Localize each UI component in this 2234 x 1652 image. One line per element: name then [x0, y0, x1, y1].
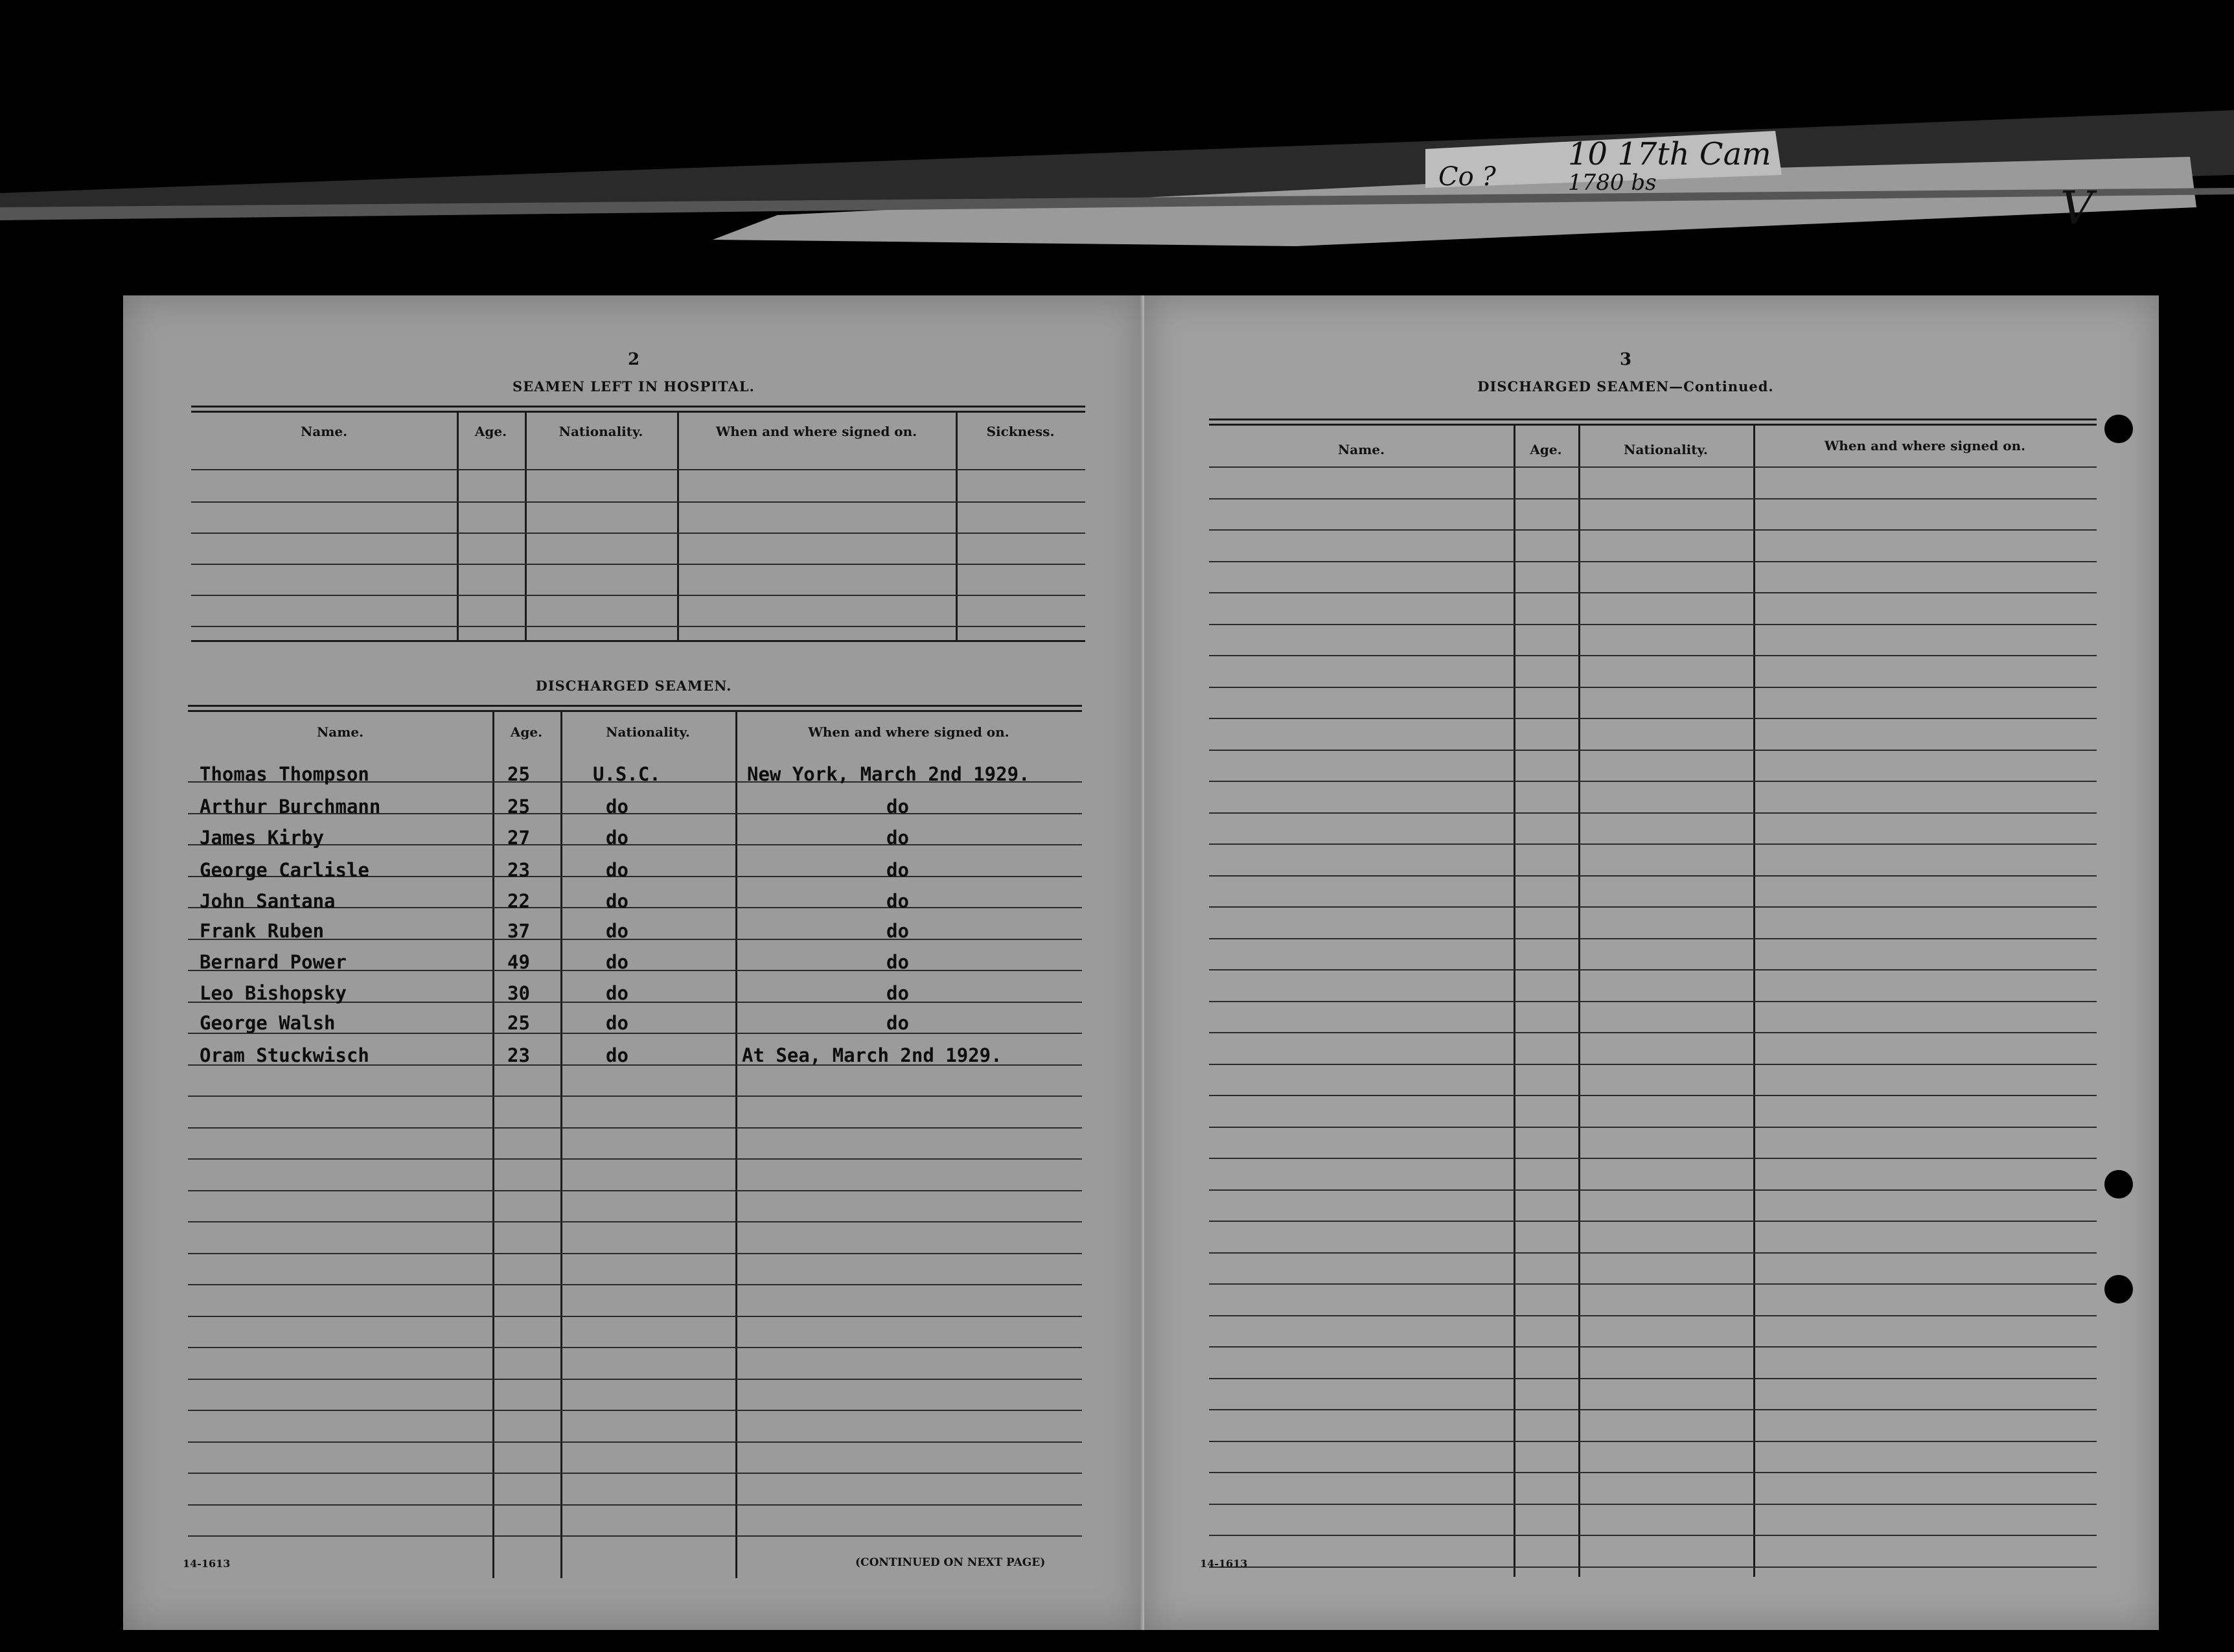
- hospital-header-name: Name.: [300, 424, 348, 439]
- seaman-age: 22: [507, 890, 530, 912]
- seaman-nationality: do: [606, 951, 628, 973]
- continued-header-age: Age.: [1530, 442, 1562, 457]
- ruled-line: [188, 1535, 1082, 1537]
- seaman-signed-on: do: [886, 951, 909, 973]
- ruled-line: [1209, 655, 2097, 656]
- hospital-table: [191, 406, 1085, 642]
- seaman-age: 27: [507, 827, 530, 849]
- ruled-line: [188, 1096, 1082, 1097]
- seaman-name: Thomas Thompson: [200, 763, 369, 785]
- discharged-header-nationality: Nationality.: [606, 724, 690, 740]
- left-page: [123, 295, 1144, 1630]
- seaman-name: James Kirby: [200, 827, 325, 849]
- ruled-line: [1209, 1566, 2097, 1568]
- seaman-age: 37: [507, 920, 530, 942]
- form-number-left: 14-1613: [183, 1557, 231, 1570]
- ruled-line: [1209, 1001, 2097, 1002]
- ruled-line: [1209, 498, 2097, 499]
- hospital-header-nationality: Nationality.: [558, 424, 643, 439]
- continued-header-name: Name.: [1337, 442, 1385, 457]
- rolled-paper-strip: [0, 97, 2234, 292]
- handwritten-check-mark: V: [2060, 181, 2093, 235]
- seaman-nationality: do: [606, 859, 628, 881]
- discharged-header-name: Name.: [316, 724, 364, 740]
- hospital-header-age: Age.: [474, 424, 507, 439]
- right-page: [1144, 295, 2159, 1630]
- ruled-line: [1209, 781, 2097, 782]
- seaman-signed-on: do: [886, 982, 909, 1004]
- seaman-name: Arthur Burchmann: [200, 796, 381, 818]
- ruled-line: [1209, 1221, 2097, 1222]
- ruled-line: [1209, 1252, 2097, 1254]
- seaman-age: 25: [507, 763, 530, 785]
- discharged-continued-title: DISCHARGED SEAMEN—Continued.: [1477, 378, 1774, 395]
- ruled-line: [188, 1253, 1082, 1254]
- ruled-line: [1209, 1315, 2097, 1316]
- ruled-line: [1209, 687, 2097, 688]
- binder-hole-bottom: [2104, 1275, 2133, 1303]
- seaman-nationality: U.S.C.: [593, 763, 661, 785]
- ruled-line: [1209, 561, 2097, 562]
- ruled-line: [1209, 1283, 2097, 1285]
- discharged-header-age: Age.: [510, 724, 543, 740]
- seaman-nationality: do: [606, 796, 628, 818]
- ruled-line: [188, 1410, 1082, 1411]
- ruled-line: [1209, 1346, 2097, 1348]
- handwritten-note-co: Co ?: [1438, 162, 1496, 192]
- ruled-line: [1209, 1441, 2097, 1442]
- seaman-signed-on: do: [886, 827, 909, 849]
- hospital-header-signed-on: When and where signed on.: [715, 424, 917, 439]
- ruled-line: [188, 1441, 1082, 1443]
- ruled-line: [188, 1190, 1082, 1191]
- discharged-header-signed-on: When and where signed on.: [808, 724, 1009, 740]
- seaman-nationality: do: [606, 920, 628, 942]
- ruled-line: [188, 1379, 1082, 1380]
- seaman-age: 25: [507, 796, 530, 818]
- continued-note: (CONTINUED ON NEXT PAGE): [855, 1556, 1046, 1569]
- seaman-age: 25: [507, 1012, 530, 1034]
- ruled-line: [1209, 1158, 2097, 1159]
- ruled-line: [188, 1158, 1082, 1160]
- seaman-signed-on: do: [886, 859, 909, 881]
- hospital-header-sickness: Sickness.: [986, 424, 1055, 439]
- ruled-line: [188, 1347, 1082, 1348]
- seaman-name: Oram Stuckwisch: [200, 1044, 369, 1066]
- seaman-name: Frank Ruben: [200, 920, 325, 942]
- seaman-nationality: do: [606, 1012, 628, 1034]
- continued-header-nationality: Nationality.: [1624, 442, 1708, 457]
- ruled-line: [1209, 1189, 2097, 1191]
- seaman-name: George Walsh: [200, 1012, 336, 1034]
- handwritten-note-bs: 1780 bs: [1568, 170, 1657, 196]
- seaman-signed-on: do: [886, 890, 909, 912]
- ruled-line: [1209, 718, 2097, 719]
- ruled-line: [1209, 906, 2097, 908]
- seaman-age: 23: [507, 1044, 530, 1066]
- ruled-line: [1209, 1095, 2097, 1096]
- seaman-name: Leo Bishopsky: [200, 982, 347, 1004]
- seaman-age: 30: [507, 982, 530, 1004]
- ruled-line: [1209, 875, 2097, 877]
- seaman-name: George Carlisle: [200, 859, 369, 881]
- ruled-line: [1209, 1064, 2097, 1065]
- seaman-nationality: do: [606, 827, 628, 849]
- ruled-line: [1209, 1032, 2097, 1033]
- ruled-line: [1209, 843, 2097, 845]
- seaman-signed-on: At Sea, March 2nd 1929.: [742, 1044, 1002, 1066]
- binder-hole-top: [2104, 415, 2133, 443]
- ruled-line: [188, 1473, 1082, 1474]
- ruled-line: [188, 1316, 1082, 1317]
- ruled-line: [188, 1284, 1082, 1285]
- seaman-signed-on: New York, March 2nd 1929.: [747, 763, 1030, 785]
- continued-header-signed-on: When and where signed on.: [1824, 438, 2026, 453]
- ruled-line: [1209, 1127, 2097, 1128]
- form-number-right: 14-1613: [1200, 1557, 1248, 1570]
- ruled-line: [1209, 592, 2097, 593]
- binder-hole-middle: [2104, 1170, 2133, 1199]
- ruled-line: [1209, 624, 2097, 625]
- seaman-signed-on: do: [886, 796, 909, 818]
- seaman-signed-on: do: [886, 920, 909, 942]
- seaman-name: John Santana: [200, 890, 336, 912]
- seaman-signed-on: do: [886, 1012, 909, 1034]
- ruled-line: [1209, 1535, 2097, 1536]
- ruled-line: [1209, 466, 2097, 468]
- seaman-name: Bernard Power: [200, 951, 347, 973]
- seaman-nationality: do: [606, 890, 628, 912]
- ruled-line: [1209, 1378, 2097, 1379]
- discharged-continued-table: [1209, 419, 2097, 1578]
- discharged-section-title: DISCHARGED SEAMEN.: [535, 678, 732, 694]
- ruled-line: [1209, 938, 2097, 939]
- ruled-line: [1209, 1504, 2097, 1505]
- ruled-line: [1209, 969, 2097, 970]
- hospital-section-title: SEAMEN LEFT IN HOSPITAL.: [512, 378, 755, 395]
- ruled-line: [188, 1127, 1082, 1129]
- ruled-line: [1209, 1409, 2097, 1410]
- ruled-line: [1209, 812, 2097, 814]
- seaman-age: 23: [507, 859, 530, 881]
- ruled-line: [188, 1221, 1082, 1222]
- ruled-line: [188, 1504, 1082, 1506]
- page-number-right: 3: [1619, 350, 1632, 369]
- page-number-left: 2: [627, 350, 640, 369]
- ruled-line: [1209, 1472, 2097, 1473]
- seaman-nationality: do: [606, 1044, 628, 1066]
- ruled-line: [1209, 529, 2097, 531]
- handwritten-note-cam: 10 17th Cam: [1568, 136, 1771, 172]
- ruled-line: [1209, 750, 2097, 751]
- seaman-nationality: do: [606, 982, 628, 1004]
- seaman-age: 49: [507, 951, 530, 973]
